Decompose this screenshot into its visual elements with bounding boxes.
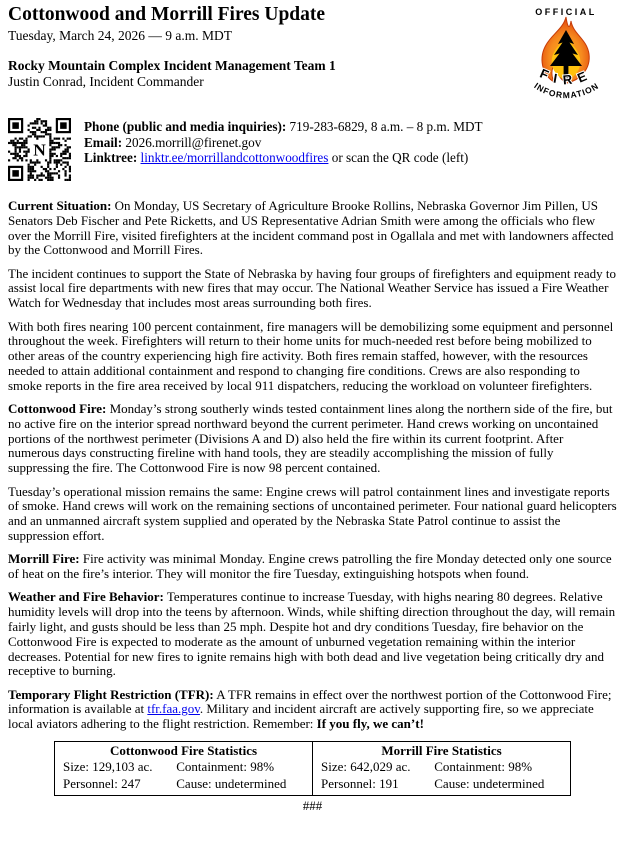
paragraph-tuesday-mission (8, 485, 617, 544)
linktree-link[interactable]: linktr.ee/morrillandcottonwoodfires (140, 150, 329, 166)
paragraph-morrill-fire (8, 552, 617, 582)
paragraph-text: The incident continues to support the State of Nebraska by having four groups of firefighters and equipment ready to assist local fire departments with new fires that may occur. The National Weather Service has issued a Fire Weather Watch for Wednesday that includes most areas surrounding both fires. (8, 265, 616, 311)
paragraph-text: Fire activity was minimal Monday. Engine crews patrolling the fire Monday detected only one source of heat on the fire’s interior. They will monitor the fire Tuesday, extinguishing hotspots when found. (8, 551, 612, 582)
section-label: Temporary Flight Restriction (TFR): (8, 686, 214, 702)
linktree-line (84, 150, 483, 166)
paragraph-text: On Monday, US Secretary of Agriculture Brooke Rollins, Nebraska Governor Jim Pillen, US Senators Deb Fischer and Pete Ricketts, and US Representative Adrian Smith were among the officials who flew over the Morrill Fire, visited firefighters at the incident command post in Ogallala and met with landowners affected by the Cottonwood and Morrill Fires. (8, 198, 614, 258)
morrill-personnel: Personnel: 191 (321, 775, 399, 791)
morrill-stats-title: Morrill Fire Statistics (381, 742, 502, 758)
tfr-faa-link[interactable]: tfr.faa.gov (147, 701, 200, 717)
qr-center-letter: N (33, 140, 46, 160)
phone-value: 719-283-6829, 8 a.m. – 8 p.m. MDT (286, 119, 483, 134)
paragraph-text: With both fires nearing 100 percent containment, fire managers will be demobilizing some equipment and personnel throughout the week. Firefighters will return to their home units for much-needed rest before being mobilized to other areas of the country experiencing high fire activity. Both fires remain staffed, however, with the resources needed to attain additional containment and respond to changing fire conditions. Crews are also responding to smoke reports in the fire area received by local 911 dispatchers, reducing the workload on volunteer firefighters. (8, 318, 614, 393)
paragraph-text: Tuesday’s operational mission remains the same: Engine crews will patrol containment lines and investigate reports of smoke. Hand crews will work on the remaining sections of uncontained perimeter. Four national guard helicopters and an unmanned aircraft system supplied and operated by the Nebraska State Patrol continue to assist the suppression effort. (8, 483, 617, 543)
morrill-containment: Containment: 98% (434, 759, 533, 774)
morrill-stats-cell (313, 741, 571, 796)
cottonwood-cause: Cause: undetermined (176, 775, 287, 791)
logo-bottom-text: INFORMATION (532, 80, 601, 101)
phone-line (84, 119, 483, 135)
tfr-text-after: . Military and incident aircraft are actively supporting fire, so we appreciate local aviators adhering to the flight restriction. Remember: (8, 701, 594, 732)
linktree-label: Linktree: (84, 150, 138, 166)
incident-commander: Justin Conrad, Incident Commander (8, 73, 204, 89)
cottonwood-personnel: Personnel: 247 (63, 775, 141, 791)
section-label: Weather and Fire Behavior: (8, 589, 164, 605)
incident-team-name: Rocky Mountain Complex Incident Management Team 1 (8, 57, 336, 73)
paragraph-text: Temperatures continue to increase Tuesday, with highs nearing 80 degrees. Relative humidity levels will drop into the teens by afternoon. Winds, while shifting direction throughout the day, will remain fairly light, and gusts should be less than 25 mph. Despite hot and dry conditions Tuesday, fire behavior on the Cottonwood Fire is expected to moderate as the amount of unburned vegetation remaining within the interior decreases. Potential for new fires to ignite remains high with both dead and live vegetation being critically dry and receptive to burning. (8, 589, 616, 679)
email-label: Email: (84, 134, 123, 150)
section-label: Current Situation: (8, 198, 112, 213)
email-value: 2026.morrill@firenet.gov (122, 134, 262, 150)
cottonwood-stats-title: Cottonwood Fire Statistics (109, 742, 258, 758)
linktree-after: or scan the QR code (left) (328, 150, 469, 166)
paragraph-demobilization (8, 320, 617, 394)
section-label: Cottonwood Fire: (8, 401, 107, 417)
end-marker: ### (302, 798, 323, 813)
paragraph-incident-support (8, 267, 617, 311)
paragraph-text: Monday’s strong southerly winds tested containment lines along the northern side of the fire, but no active fire on the interior spread northward beyond the current perimeter. Hand crews working on uncontained portions of the northwest perimeter (Divisions A and D) also held the fire within its current footprint. After numerous days constructing fireline with hand tools, they are steadily accomplishing the mission of fully suppressing the fire. The Cottonwood Fire is now 98 percent contained. (8, 401, 613, 476)
cottonwood-stats-cell (55, 741, 313, 796)
section-label: Morrill Fire: (8, 551, 80, 567)
fire-statistics-table (54, 741, 571, 797)
date-line: Tuesday, March 24, 2026 — 9 a.m. MDT (8, 28, 232, 43)
phone-label: Phone (public and media inquiries): (84, 119, 287, 134)
contact-block (8, 118, 617, 184)
morrill-cause: Cause: undetermined (434, 775, 545, 791)
paragraph-tfr (8, 688, 617, 732)
paragraph-current-situation (8, 199, 617, 258)
body-text (8, 199, 617, 732)
official-fire-information-logo-icon (518, 4, 615, 108)
cottonwood-size: Size: 129,103 ac. (63, 759, 153, 774)
logo-fire-word: FIRE (537, 65, 596, 88)
qr-code-icon (8, 118, 71, 181)
paragraph-cottonwood-fire (8, 402, 617, 476)
tfr-text-before: A TFR remains in effect over the northwest portion of the Cottonwood Fire; information is available at (8, 686, 612, 717)
logo-top-text: OFFICIAL (535, 7, 597, 17)
document-header (8, 4, 617, 104)
tfr-bold-tail: If you fly, we can’t! (316, 716, 424, 732)
page-title: Cottonwood and Morrill Fires Update (8, 4, 326, 25)
email-line (84, 135, 483, 151)
cottonwood-containment: Containment: 98% (176, 759, 275, 774)
morrill-size: Size: 642,029 ac. (321, 759, 411, 774)
paragraph-weather-fire-behavior (8, 590, 617, 679)
